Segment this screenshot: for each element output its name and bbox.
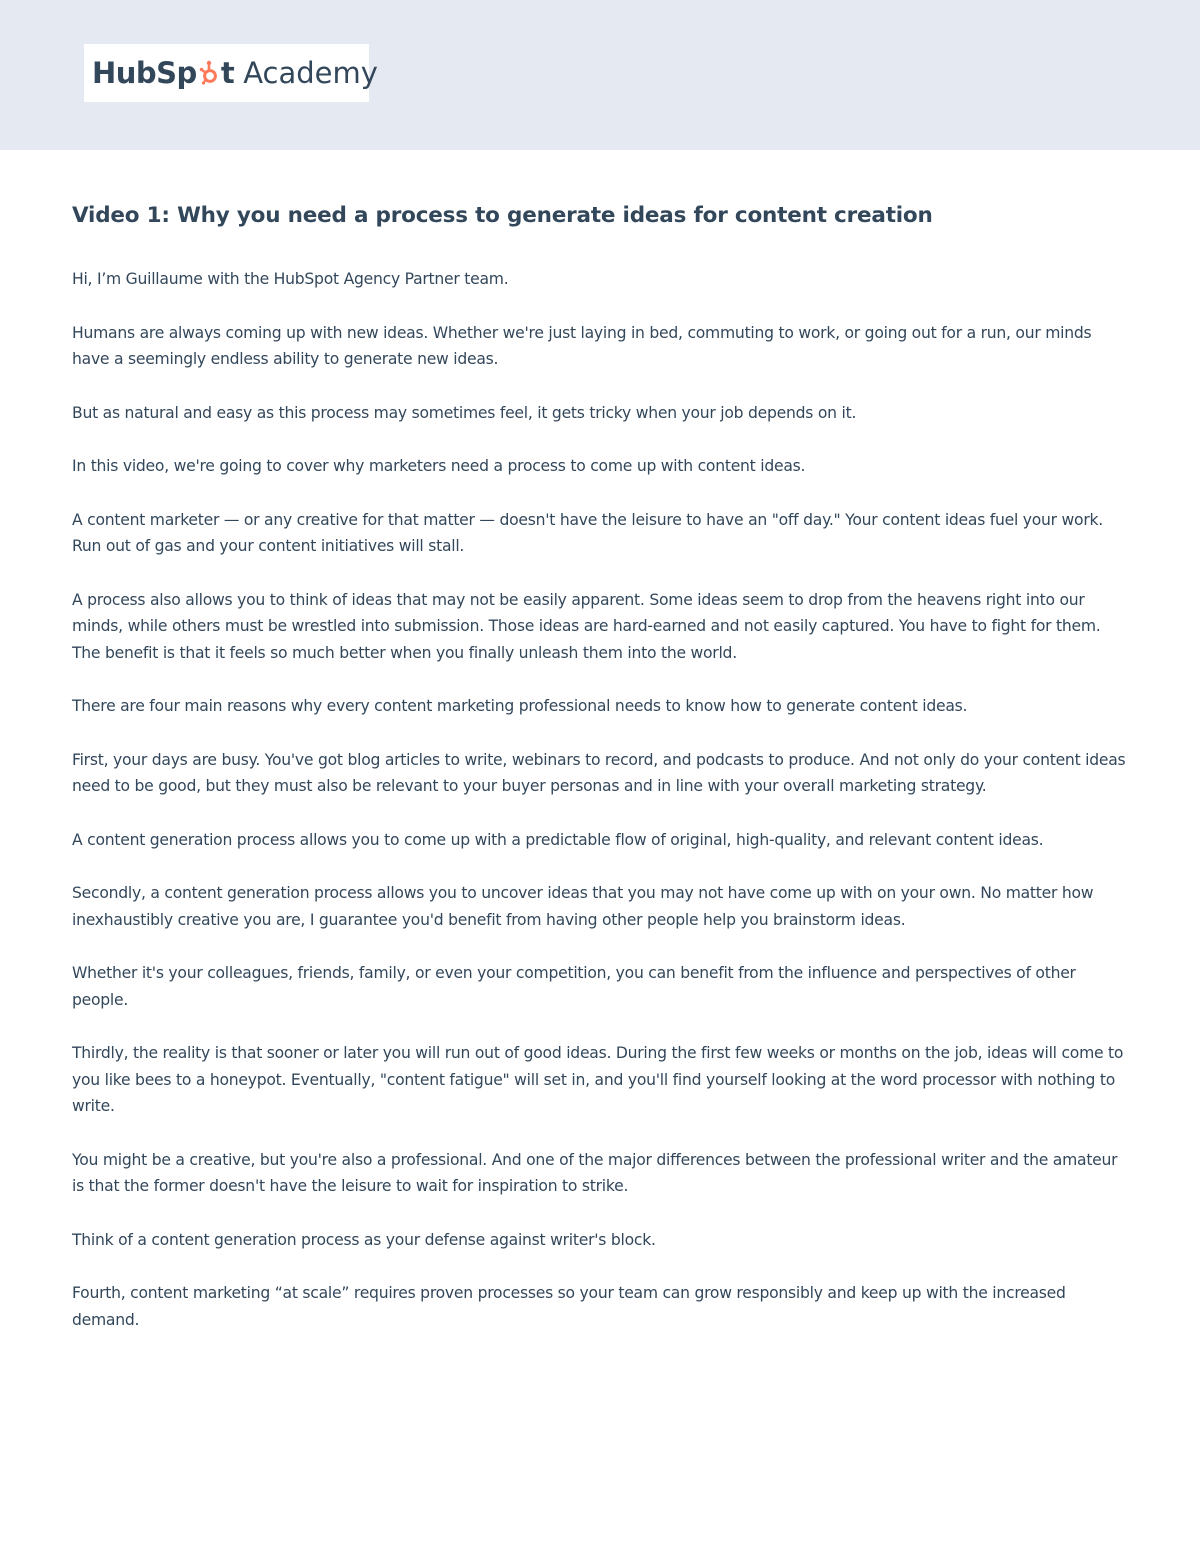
paragraph: Whether it's your colleagues, friends, family, or even your competition, you can benefit from the influence and perspectives of other people. <box>72 964 1076 1009</box>
paragraph: First, your days are busy. You've got blog articles to write, webinars to record, and podcasts to produce. And not only do your content ideas need to be good, but they must also be relevant to your buyer personas and in line with your overall marketing strategy. <box>72 750 1126 795</box>
logo-brand-suffix: t <box>220 56 235 90</box>
paragraph: Think of a content generation process as your defense against writer's block. <box>72 1230 656 1249</box>
paragraph: Hi, I’m Guillaume with the HubSpot Agency Partner team. <box>72 270 509 288</box>
paragraph: You might be a creative, but you're also a professional. And one of the major differences between the professional writer and the amateur is that the former doesn't have the leisure to wait for inspiration to strike. <box>72 1150 1118 1195</box>
paragraph: A content marketer — or any creative for that matter — doesn't have the leisure to have an "off day." Your content ideas fuel your work. Run out of gas and your content initiatives will stall. <box>72 510 1103 555</box>
paragraph: A process also allows you to think of ideas that may not be easily apparent. Some ideas seem to drop from the heavens right into our minds, while others must be wrestled into submission. Those ideas are hard-earned and not easily captured. You have to fight for them. The benefit is that it feels so much better when you finally unleash them into the world. <box>72 590 1101 662</box>
paragraph: There are four main reasons why every content marketing professional needs to know how to generate content ideas. <box>72 697 968 715</box>
logo-brand-prefix: HubSp <box>92 56 197 90</box>
header-band <box>0 0 1200 150</box>
paragraph: But as natural and easy as this process may sometimes feel, it gets tricky when your job depends on it. <box>72 403 857 422</box>
logo-wordmark <box>92 56 234 90</box>
paragraph: A content generation process allows you to come up with a predictable flow of original, high-quality, and relevant content ideas. <box>72 830 1044 849</box>
document-body <box>72 196 1132 1360</box>
sprocket-icon <box>198 60 220 86</box>
document-title: Video 1: Why you need a process to generate ideas for content creation <box>72 203 933 228</box>
hubspot-academy-logo <box>84 44 378 102</box>
paragraph: Humans are always coming up with new ideas. Whether we're just laying in bed, commuting to work, or going out for a run, our minds have a seemingly endless ability to generate new ideas. <box>72 323 1092 368</box>
logo-product-name: Academy <box>243 56 378 90</box>
paragraph: In this video, we're going to cover why marketers need a process to come up with content ideas. <box>72 457 806 475</box>
paragraph: Secondly, a content generation process allows you to uncover ideas that you may not have come up with on your own. No matter how inexhaustibly creative you are, I guarantee you'd benefit from having other people help you brainstorm ideas. <box>72 884 1094 929</box>
paragraph: Fourth, content marketing “at scale” requires proven processes so your team can grow responsibly and keep up with the increased demand. <box>72 1284 1066 1329</box>
paragraph: Thirdly, the reality is that sooner or later you will run out of good ideas. During the first few weeks or months on the job, ideas will come to you like bees to a honeypot. Eventually, "content fatigue" will set in, and you'll find yourself looking at the word processor with nothing to write. <box>72 1044 1124 1115</box>
